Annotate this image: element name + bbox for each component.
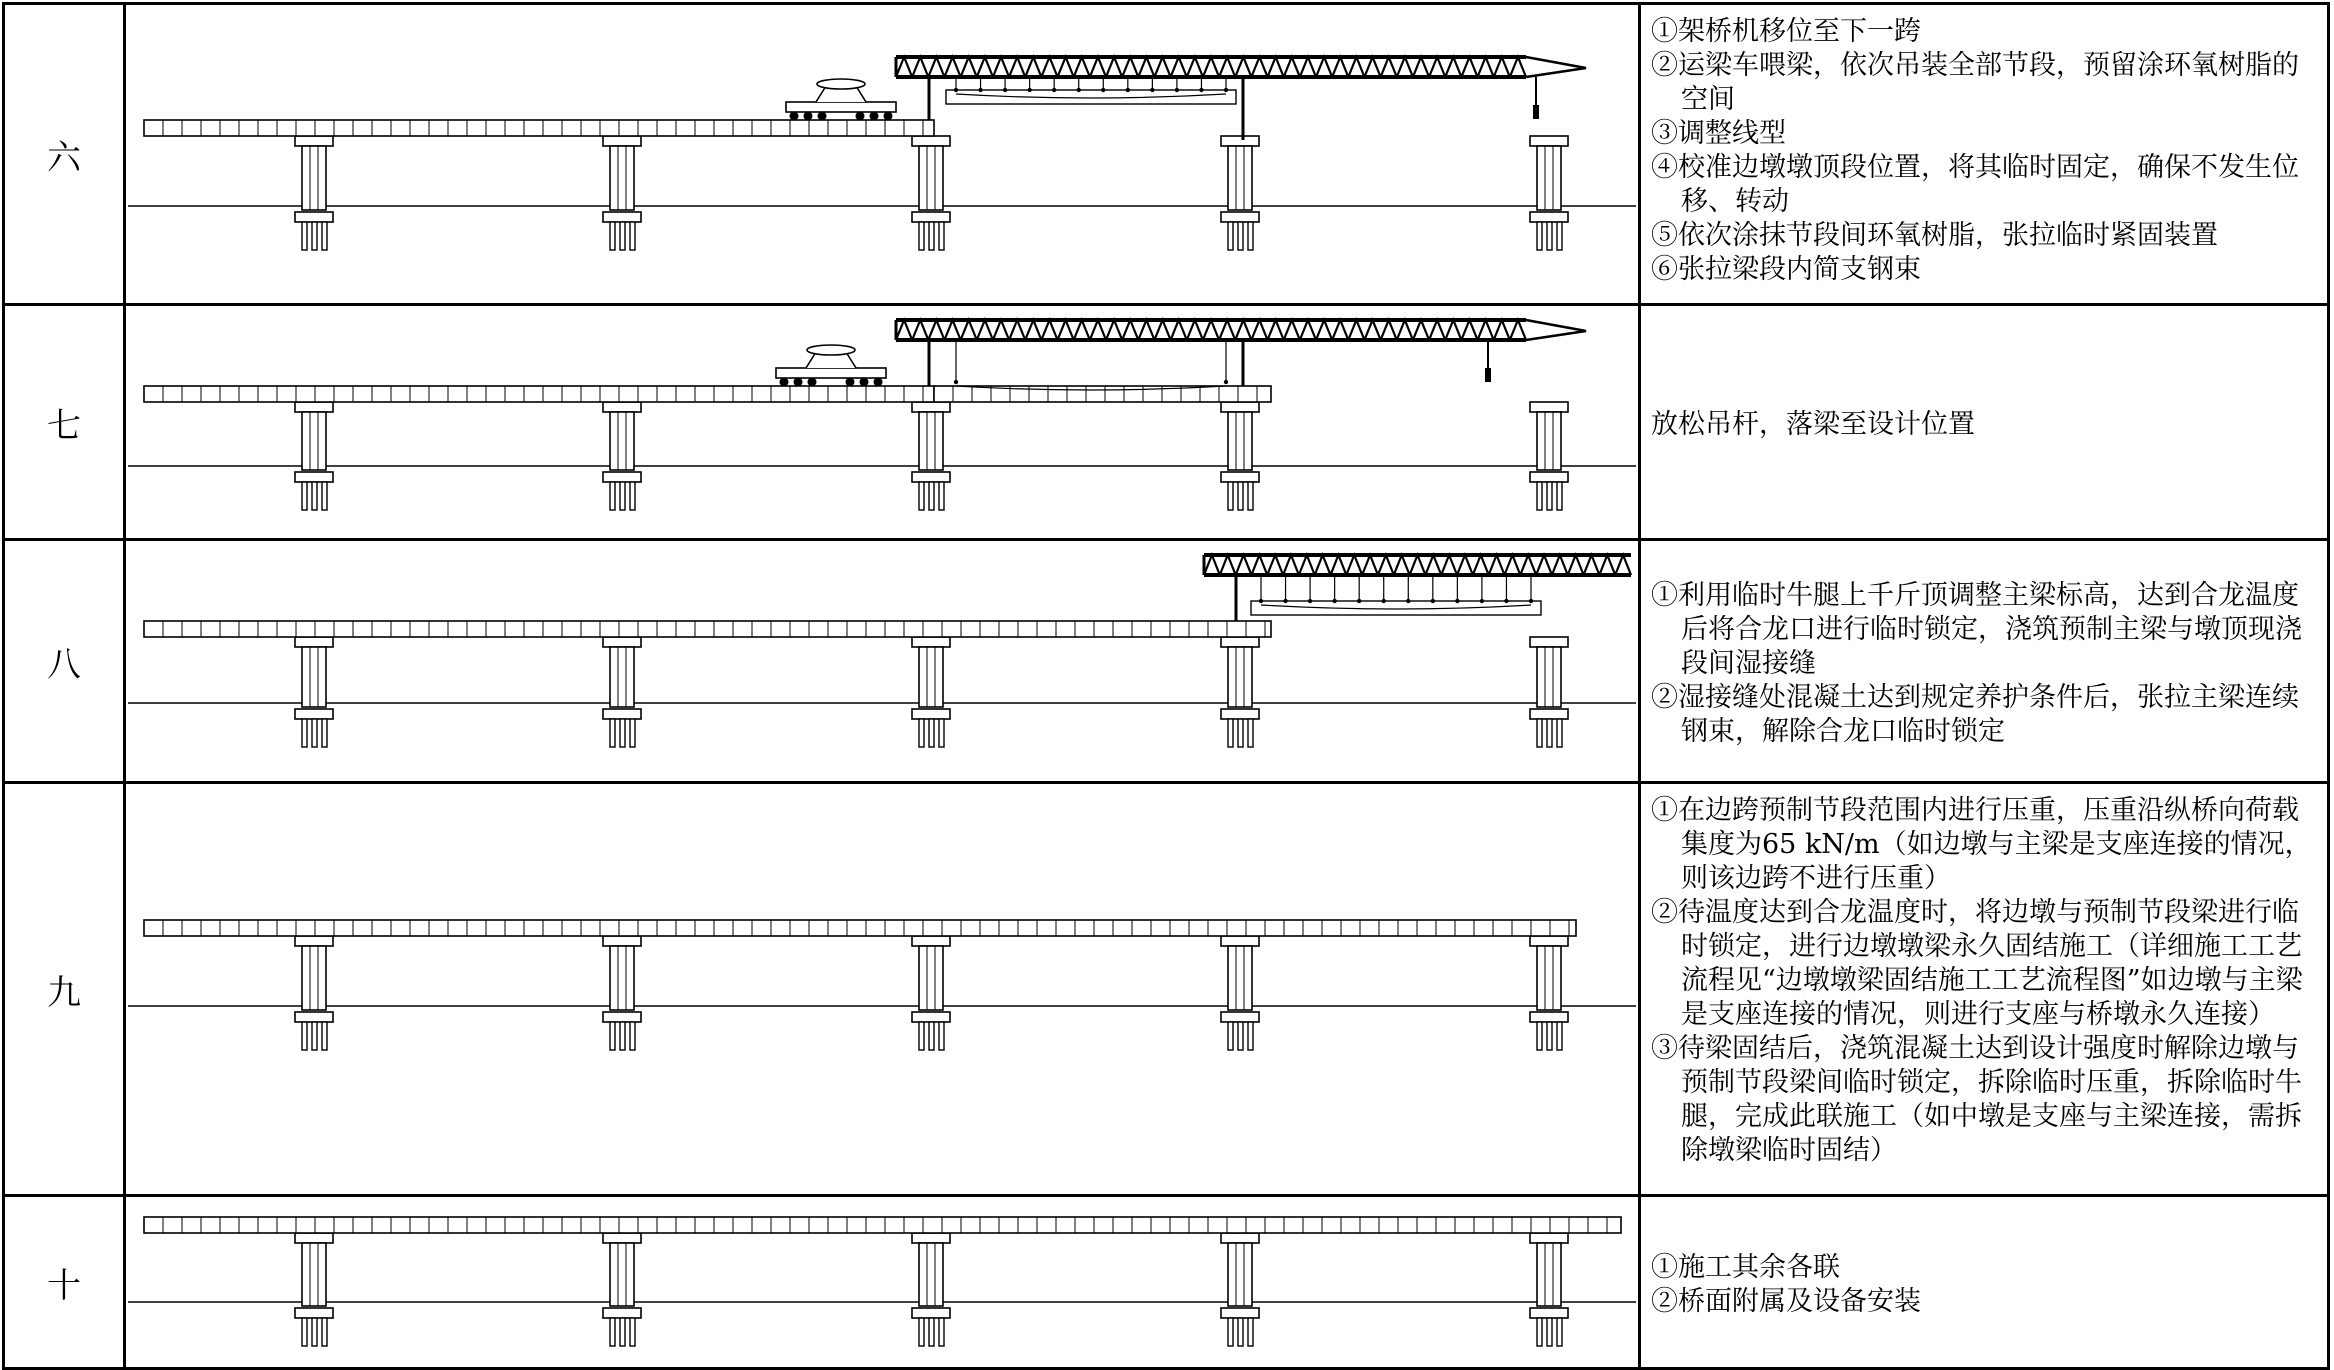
pier [912,637,950,747]
pier-column [1537,1243,1561,1306]
pile [1537,1318,1542,1346]
pile [939,222,944,250]
pier [1221,1233,1259,1346]
pier-cap [603,637,641,647]
pier [1530,402,1568,510]
stage-description [1640,540,2329,783]
pile [939,482,944,510]
pile [312,719,317,747]
pier-cap [1530,637,1568,647]
pile-cap [1530,1012,1568,1022]
bridge-erecting-machine [896,320,1586,340]
girder-outline [144,920,1576,936]
pile [630,719,635,747]
bridge-elevation-9 [126,784,1638,1194]
nose-arm [1526,57,1586,77]
pile [1238,482,1243,510]
pile [1537,1022,1542,1050]
pier-column [1537,647,1561,707]
pier-column [302,146,326,210]
pile-cap [912,709,950,719]
pile [1557,222,1562,250]
pile [919,719,924,747]
pile-cap [1530,1308,1568,1318]
pier-cap [295,136,333,146]
pier [1530,936,1568,1050]
pile [620,719,625,747]
girder [144,120,934,136]
pile [322,719,327,747]
pier-column [919,146,943,210]
pier [1221,936,1259,1050]
pier-cap [912,402,950,412]
pile [610,482,615,510]
pier-cap [1530,1233,1568,1243]
stage-description [1640,4,2329,305]
truss-web [896,57,1526,77]
pile [939,1318,944,1346]
pier-cap [295,402,333,412]
step-text: 放松吊杆，落梁至设计位置 [1651,409,1975,440]
suspended-segments [1251,601,1541,615]
girder-outline [144,386,934,402]
pile [302,222,307,250]
pile-cap [603,1012,641,1022]
pile [929,482,934,510]
girder [934,386,1271,402]
pile [929,719,934,747]
pile [1547,1022,1552,1050]
pile-cap [1221,472,1259,482]
pile [630,1022,635,1050]
pier-column [1537,946,1561,1010]
pile [1228,1022,1233,1050]
pile [939,719,944,747]
stage-description [1640,305,2329,540]
pier-column [302,1243,326,1306]
pier-column [610,647,634,707]
pier-column [919,412,943,470]
pile [1248,719,1253,747]
girder-outline [144,120,934,136]
pile [1537,719,1542,747]
pier [603,637,641,747]
pile [630,482,635,510]
pier-cap [295,936,333,946]
pile [1547,482,1552,510]
pile [302,482,307,510]
lifting-hook [1533,77,1539,119]
step-text: ①利用临时牛腿上千斤顶调整主梁标高，达到合龙温度后将合龙口进行临时锁定，浇筑预制主梁与墩顶现浇段间湿接缝 [1651,580,2302,679]
stage-row-9 [4,783,2329,1196]
pier [603,1233,641,1346]
pier [295,402,333,510]
pile [1228,1318,1233,1346]
pier-column [1228,1243,1252,1306]
stage-figure [125,4,1640,305]
pile-cap [295,212,333,222]
stage-row-7 [4,305,2329,540]
pile [1547,1318,1552,1346]
girder [144,386,934,402]
pile [1238,1022,1243,1050]
bridge-elevation-10 [126,1197,1638,1367]
pile [312,1318,317,1346]
step-text: ①施工其余各联 [1651,1252,1840,1283]
pier-column [919,647,943,707]
stage-table [2,2,2330,1370]
pile [302,719,307,747]
pile [620,482,625,510]
pier-cap [603,936,641,946]
stage-figure [125,1196,1640,1369]
bridge-elevation-6 [126,5,1638,303]
pier [295,637,333,747]
step-text: ②待温度达到合龙温度时，将边墩与预制节段梁进行临时锁定，进行边墩墩梁永久固结施工（详细施工工艺流程见“边墩墩梁固结施工工艺流程图”如边墩与主梁是支座连接的情况，则进行支座与桥墩永久连接） [1651,897,2303,1030]
pile [312,222,317,250]
pier-column [610,946,634,1010]
pier-column [610,146,634,210]
pile-cap [912,472,950,482]
pile-cap [912,212,950,222]
step-text: ②桥面附属及设备安装 [1651,1286,1921,1317]
pier-cap [1221,637,1259,647]
pile-cap [603,709,641,719]
pier [912,136,950,250]
pier-cap [603,1233,641,1243]
pier-column [1537,146,1561,210]
stage-row-8 [4,540,2329,783]
stage-number: 八 [4,540,125,783]
pile [1238,719,1243,747]
pier-cap [912,637,950,647]
pile [610,719,615,747]
nose-arm [1526,320,1586,340]
hangers [954,340,1228,390]
girder-transport-vehicle [786,79,896,121]
pier [295,136,333,250]
stage-number: 九 [4,783,125,1196]
pile-cap [1530,472,1568,482]
pier [603,136,641,250]
pile-cap [912,1012,950,1022]
stage-figure [125,305,1640,540]
pile-cap [1221,1012,1259,1022]
pile [312,482,317,510]
pile [322,1022,327,1050]
pile [919,222,924,250]
girder-outline [144,621,1271,637]
pile [302,1022,307,1050]
step-text: ②湿接缝处混凝土达到规定养护条件后，张拉主梁连续钢束，解除合龙口临时锁定 [1651,682,2299,747]
girder [144,1217,1621,1233]
girder-transport-vehicle [776,345,886,387]
girder-outline [144,1217,1621,1233]
pier-column [919,946,943,1010]
pier-cap [1221,1233,1259,1243]
pile-cap [295,1012,333,1022]
pier-column [1228,647,1252,707]
pile-cap [603,1308,641,1318]
pier [912,402,950,510]
pier-cap [1221,936,1259,946]
step-text: ①架桥机移位至下一跨 [1651,16,1921,47]
pile [929,1022,934,1050]
pier [295,936,333,1050]
pile-cap [1221,212,1259,222]
pier-cap [1221,402,1259,412]
stage-description [1640,1196,2329,1369]
pile [1557,1318,1562,1346]
pier [1221,402,1259,510]
pier-column [302,412,326,470]
pile [939,1022,944,1050]
step-text: ⑤依次涂抹节段间环氧树脂，张拉临时紧固装置 [1651,220,2218,251]
suspended-segments [946,90,1236,104]
pile-cap [295,1308,333,1318]
bridge-erecting-machine [896,57,1586,77]
pier-cap [603,136,641,146]
pier-cap [1221,136,1259,146]
pile-cap [1221,709,1259,719]
pier [1530,1233,1568,1346]
pile [1228,482,1233,510]
pier [1530,637,1568,747]
pier-column [1228,946,1252,1010]
girder [144,621,1271,637]
step-text: ③调整线型 [1651,118,1786,149]
girder [144,920,1576,936]
pile [1537,222,1542,250]
pile-cap [1530,709,1568,719]
step-text: ⑥张拉梁段内简支钢束 [1651,254,1921,285]
stage-row-10 [4,1196,2329,1369]
pile [1228,719,1233,747]
step-text: ③待梁固结后，浇筑混凝土达到设计强度时解除边墩与预制节段梁间临时锁定，拆除临时压重，拆除临时牛腿，完成此联施工（如中墩是支座与主梁连接，需拆除墩梁临时固结） [1651,1033,2302,1166]
pier [603,402,641,510]
step-text: ②运梁车喂梁，依次吊装全部节段，预留涂环氧树脂的空间 [1651,50,2299,115]
pier-cap [1530,136,1568,146]
pier [912,936,950,1050]
pier [912,1233,950,1346]
pier-column [610,1243,634,1306]
pier-cap [912,136,950,146]
pier [603,936,641,1050]
truss-web [896,320,1526,340]
pile [1228,222,1233,250]
pile [620,222,625,250]
pier-column [302,647,326,707]
pile [1238,222,1243,250]
stage-description [1640,783,2329,1196]
pier-column [919,1243,943,1306]
pile [1248,1022,1253,1050]
pile [919,482,924,510]
bridge-elevation-8 [126,541,1638,781]
pile [312,1022,317,1050]
pier-cap [912,936,950,946]
pile-cap [603,472,641,482]
pile-cap [912,1308,950,1318]
pile [630,222,635,250]
pile [620,1318,625,1346]
pier-column [1537,412,1561,470]
pile [1557,1022,1562,1050]
pile [322,482,327,510]
pier-cap [603,402,641,412]
pile [610,1022,615,1050]
pile [919,1022,924,1050]
stage-number: 六 [4,4,125,305]
pile [929,222,934,250]
pile-cap [1530,212,1568,222]
truss-web [1204,555,1631,575]
pier-column [610,412,634,470]
pile [919,1318,924,1346]
pile [302,1318,307,1346]
stage-number: 十 [4,1196,125,1369]
pier-cap [295,1233,333,1243]
pier-column [1228,146,1252,210]
pile [610,1318,615,1346]
girder-outline [934,386,1271,402]
pier [295,1233,333,1346]
pile [1248,1318,1253,1346]
pier [1221,637,1259,747]
pile-cap [603,212,641,222]
pile [322,1318,327,1346]
bridge-elevation-7 [126,306,1638,538]
pile-cap [295,472,333,482]
pile [630,1318,635,1346]
pier-cap [1530,402,1568,412]
pile [1557,482,1562,510]
pile-cap [1221,1308,1259,1318]
step-text: ①在边跨预制节段范围内进行压重，压重沿纵桥向荷载集度为65 kN/m（如边墩与主梁是支座连接的情况，则该边跨不进行压重） [1651,795,2312,894]
pile [1248,482,1253,510]
pile [1537,482,1542,510]
pier [1221,136,1259,250]
pile [1547,719,1552,747]
pile [1238,1318,1243,1346]
stage-figure [125,783,1640,1196]
pier-cap [912,1233,950,1243]
stage-row-6 [4,4,2329,305]
pile [1557,719,1562,747]
pier-cap [1530,936,1568,946]
pier-column [302,946,326,1010]
pier-cap [295,637,333,647]
pile-cap [295,709,333,719]
pile [610,222,615,250]
pile [322,222,327,250]
stage-figure [125,540,1640,783]
pile [1547,222,1552,250]
step-text: ④校准边墩墩顶段位置，将其临时固定，确保不发生位移、转动 [1651,152,2299,217]
stage-number: 七 [4,305,125,540]
pier [1530,136,1568,250]
lifting-hook [1485,340,1491,382]
bridge-erecting-machine [1204,555,1631,575]
pile [929,1318,934,1346]
pier-column [1228,412,1252,470]
pile [1248,222,1253,250]
pile [620,1022,625,1050]
